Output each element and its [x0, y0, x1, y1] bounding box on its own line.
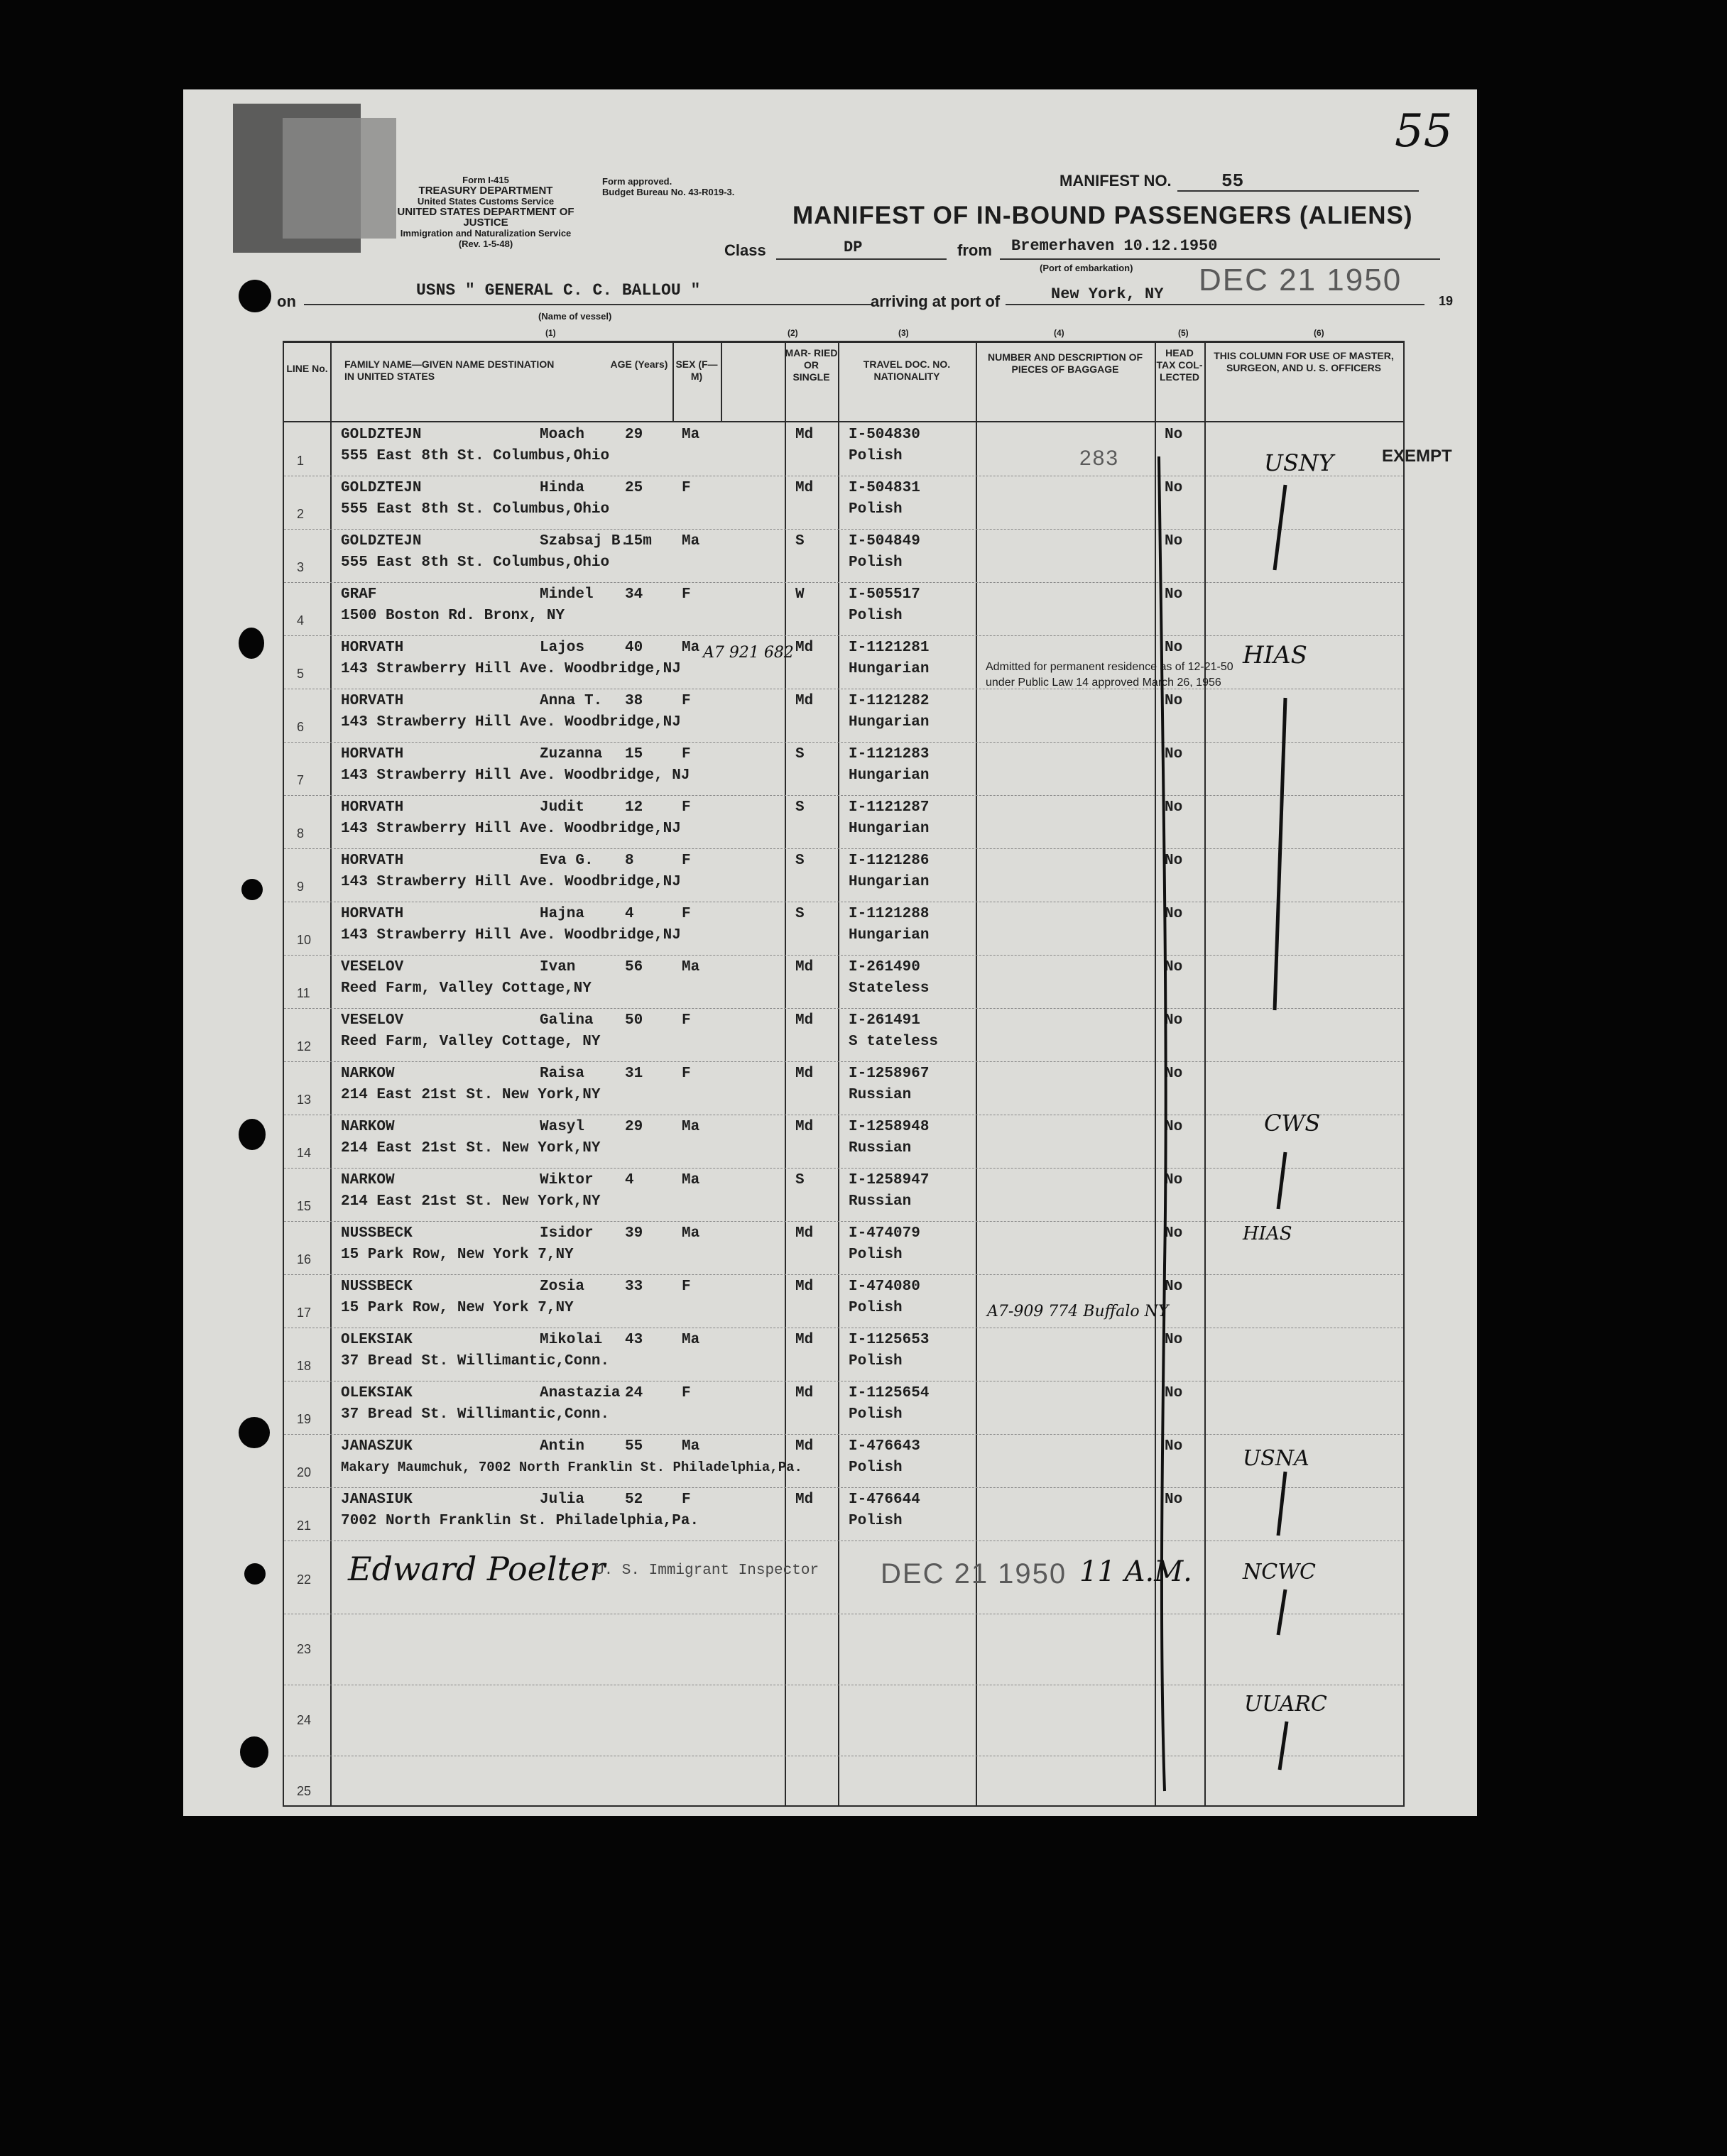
head-tax-collected: No [1165, 640, 1183, 656]
nationality: Polish [849, 501, 903, 518]
officer-note-hias2: HIAS [1243, 1223, 1292, 1244]
ditto-mark [1280, 1722, 1287, 1770]
nationality: Polish [849, 1513, 903, 1529]
destination: 555 East 8th St. Columbus,Ohio [341, 448, 610, 464]
given-name: Eva G. [540, 853, 594, 869]
head-tax-collected: No [1165, 1492, 1183, 1508]
officer-note-cws: CWS [1264, 1110, 1321, 1137]
inspector-title: U. S. Immigrant Inspector [595, 1563, 819, 1579]
travel-document-number: I-1125653 [849, 1332, 930, 1348]
vessel-name: USNS " GENERAL C. C. BALLOU " [416, 281, 701, 300]
head-tax-collected: No [1165, 1438, 1183, 1455]
arrival-date-stamp: DEC 21 1950 [1199, 263, 1402, 297]
head-tax-collected: No [1165, 799, 1183, 816]
family-name: HORVATH [341, 640, 404, 656]
sex: Ma [682, 533, 700, 549]
service-label: Immigration and Naturalization Service [400, 228, 572, 239]
nationality: Russian [849, 1140, 912, 1156]
family-name: GOLDZTEJN [341, 533, 422, 549]
given-name: Zuzanna [540, 746, 603, 762]
line-number: 10 [297, 933, 312, 947]
line-number: 1 [297, 454, 305, 468]
line-number-23: 23 [297, 1642, 312, 1656]
age: 15m [625, 533, 652, 549]
line-number: 3 [297, 560, 305, 574]
travel-document-number: I-474080 [849, 1279, 920, 1295]
binder-hole [239, 1119, 266, 1150]
destination: 37 Bread St. Willimantic,Conn. [341, 1406, 610, 1423]
col-header-travel: TRAVEL DOC. NO. NATIONALITY [863, 359, 951, 382]
sex: F [682, 799, 691, 816]
destination: 143 Strawberry Hill Ave. Woodbridge, NJ [341, 767, 690, 784]
line-number: 4 [297, 613, 305, 628]
travel-document-number: I-474079 [849, 1225, 920, 1242]
family-name: HORVATH [341, 906, 404, 922]
arriving-underline [1006, 304, 1424, 305]
destination: 555 East 8th St. Columbus,Ohio [341, 501, 610, 518]
given-name: Wasyl [540, 1119, 585, 1135]
nationality: Polish [849, 1460, 903, 1476]
col-header-baggage: NUMBER AND DESCRIPTION OF PIECES OF BAGGAGE [987, 351, 1143, 375]
head-tax-collected: No [1165, 1172, 1183, 1188]
officer-note-usny: USNY [1264, 449, 1334, 476]
given-name: Galina [540, 1012, 594, 1029]
ditto-mark [1275, 485, 1285, 570]
marital-status: S [795, 1172, 805, 1188]
marital-status: Md [795, 1438, 814, 1455]
binder-hole [239, 280, 271, 312]
travel-document-number: I-1121281 [849, 640, 930, 656]
family-name: VESELOV [341, 1012, 404, 1029]
age: 29 [625, 427, 643, 443]
from-value: Bremerhaven 10.12.1950 [1011, 237, 1218, 255]
sex: F [682, 693, 691, 709]
marital-status: Md [795, 1492, 814, 1508]
nationality: Polish [849, 554, 903, 571]
given-name: Isidor [540, 1225, 594, 1242]
marital-status: S [795, 746, 805, 762]
col-number-3: (3) [898, 328, 909, 338]
family-name: VESELOV [341, 959, 404, 975]
head-tax-collected: No [1165, 1012, 1183, 1029]
marital-status: Md [795, 1385, 814, 1401]
head-tax-collected: No [1165, 533, 1183, 549]
nationality: Russian [849, 1087, 912, 1103]
ditto-mark [1278, 1152, 1285, 1209]
col-number-2: (2) [788, 328, 798, 338]
line-number: 18 [297, 1359, 312, 1373]
given-name: Mikolai [540, 1332, 603, 1348]
exempt-label: EXEMPT [1382, 447, 1452, 466]
marital-status: S [795, 853, 805, 869]
travel-document-number: I-1258948 [849, 1119, 930, 1135]
customs-label: United States Customs Service [417, 196, 555, 207]
line-number: 9 [297, 880, 305, 894]
marital-status: Md [795, 640, 814, 656]
travel-document-number: I-1121287 [849, 799, 930, 816]
line-number: 6 [297, 720, 305, 734]
budget-bureau: Budget Bureau No. 43-R019-3. [602, 187, 735, 197]
marital-status: S [795, 799, 805, 816]
binder-hole [239, 628, 264, 659]
travel-document-number: I-504849 [849, 533, 920, 549]
age: 52 [625, 1492, 643, 1508]
marital-status: Md [795, 1279, 814, 1295]
destination: 143 Strawberry Hill Ave. Woodbridge,NJ [341, 874, 681, 890]
age: 4 [625, 906, 634, 922]
family-name: GOLDZTEJN [341, 480, 422, 496]
sex: F [682, 1012, 691, 1029]
head-tax-collected: No [1165, 959, 1183, 975]
binder-hole [239, 1417, 270, 1448]
nationality: Hungarian [849, 714, 930, 730]
tape-patch [283, 118, 396, 239]
family-name: OLEKSIAK [341, 1332, 413, 1348]
line-number: 16 [297, 1252, 312, 1266]
manifest-no-value: 55 [1221, 170, 1244, 192]
port-embark-label: (Port of embarkation) [1040, 263, 1133, 273]
col-header-officers: THIS COLUMN FOR USE OF MASTER, SURGEON, AND U. S. OFFICERS [1214, 350, 1394, 373]
sex: Ma [682, 959, 700, 975]
destination: 214 East 21st St. New York,NY [341, 1087, 601, 1103]
manifest-no-label: MANIFEST NO. [1059, 172, 1172, 190]
given-name: Zosia [540, 1279, 585, 1295]
revision-label: (Rev. 1-5-48) [458, 239, 513, 249]
destination: 37 Bread St. Willimantic,Conn. [341, 1353, 610, 1369]
line-number: 2 [297, 507, 305, 521]
nationality: Polish [849, 1300, 903, 1316]
admitted-note-line1: Admitted for permanent residence as of 12-21-50 [986, 661, 1233, 673]
head-tax-collected: No [1165, 853, 1183, 869]
class-label: Class [724, 241, 766, 259]
class-value: DP [844, 239, 863, 256]
col-number-1: (1) [545, 328, 556, 338]
travel-document-number: I-1121282 [849, 693, 930, 709]
marital-status: Md [795, 1225, 814, 1242]
destination: 15 Park Row, New York 7,NY [341, 1247, 574, 1263]
given-name: Wiktor [540, 1172, 594, 1188]
sex: Ma [682, 1225, 700, 1242]
travel-document-number: I-476644 [849, 1492, 920, 1508]
given-name: Judit [540, 799, 585, 816]
family-name: OLEKSIAK [341, 1385, 413, 1401]
from-underline [1000, 258, 1440, 260]
head-tax-collected: No [1165, 746, 1183, 762]
binder-hole [240, 1736, 268, 1768]
given-name: Anastazia [540, 1385, 621, 1401]
marital-status: Md [795, 1066, 814, 1082]
age: 15 [625, 746, 643, 762]
sex: F [682, 1279, 691, 1295]
on-label: on [277, 292, 296, 310]
head-tax-collected: No [1165, 1332, 1183, 1348]
nationality: Stateless [849, 980, 930, 997]
head-tax-collected: No [1165, 1225, 1183, 1242]
travel-document-number: I-504830 [849, 427, 920, 443]
line-number-25: 25 [297, 1784, 312, 1798]
class-underline [776, 258, 947, 260]
marital-status: Md [795, 959, 814, 975]
col-header-married: MAR- RIED OR SINGLE [785, 347, 838, 383]
destination: Reed Farm, Valley Cottage, NY [341, 1034, 601, 1050]
sex: F [682, 480, 691, 496]
ditto-mark [1275, 698, 1285, 1010]
family-name: GRAF [341, 586, 377, 603]
family-name: NARKOW [341, 1119, 395, 1135]
line-number: 19 [297, 1412, 312, 1426]
given-name: Mindel [540, 586, 594, 603]
head-tax-collected: No [1165, 1385, 1183, 1401]
age: 31 [625, 1066, 643, 1082]
col-number-6: (6) [1314, 328, 1324, 338]
given-name: Moach [540, 427, 585, 443]
nationality: Hungarian [849, 821, 930, 837]
age: 8 [625, 853, 634, 869]
nationality: Polish [849, 1247, 903, 1263]
head-tax-collected: No [1165, 480, 1183, 496]
destination: Makary Maumchuk, 7002 North Franklin St. Philadelphia,Pa. [341, 1460, 802, 1475]
line-number: 13 [297, 1093, 312, 1107]
line-number: 17 [297, 1306, 312, 1320]
officer-note-hias: HIAS [1243, 641, 1307, 669]
line-number-24: 24 [297, 1713, 312, 1727]
officer-note-usna: USNA [1243, 1446, 1309, 1471]
inspection-time: 11 A.M. [1079, 1555, 1192, 1588]
family-name: NUSSBECK [341, 1279, 413, 1295]
nationality: S tateless [849, 1034, 939, 1050]
vessel-underline [304, 304, 872, 305]
travel-document-number: I-261491 [849, 1012, 920, 1029]
travel-document-number: I-476643 [849, 1438, 920, 1455]
destination: 143 Strawberry Hill Ave. Woodbridge,NJ [341, 821, 681, 837]
inspector-signature: Edward Poelter [348, 1550, 606, 1588]
marital-status: W [795, 586, 805, 603]
marital-status: Md [795, 427, 814, 443]
destination: 555 East 8th St. Columbus,Ohio [341, 554, 610, 571]
travel-document-number: I-261490 [849, 959, 920, 975]
nationality: Polish [849, 1353, 903, 1369]
family-name: HORVATH [341, 746, 404, 762]
travel-document-number: I-1121283 [849, 746, 930, 762]
age: 12 [625, 799, 643, 816]
nationality: Hungarian [849, 874, 930, 890]
binder-hole [241, 879, 263, 900]
col-number-4: (4) [1054, 328, 1064, 338]
travel-document-number: I-1121286 [849, 853, 930, 869]
sex: Ma [682, 1332, 700, 1348]
page-number-handwritten: 55 [1395, 105, 1453, 158]
sex: F [682, 1066, 691, 1082]
age: 38 [625, 693, 643, 709]
line-number: 20 [297, 1465, 312, 1479]
given-name: Lajos [540, 640, 585, 656]
given-name: Raisa [540, 1066, 585, 1082]
given-name: Hinda [540, 480, 585, 496]
arriving-label: arriving at port of [871, 292, 1001, 310]
col-header-name: FAMILY NAME—GIVEN NAME DESTINATION IN UNITED STATES [344, 359, 555, 382]
arriving-port: New York, NY [1051, 285, 1164, 303]
age: 43 [625, 1332, 643, 1348]
line-number: 14 [297, 1146, 312, 1160]
given-name: Szabsaj B. [540, 533, 630, 549]
alien-number-row14: A7-909 774 Buffalo NY [987, 1303, 1169, 1320]
manifest-table [283, 341, 1452, 1807]
given-name: Hajna [540, 906, 585, 922]
line-number: 8 [297, 826, 305, 841]
officer-note-ncwc: NCWC [1243, 1560, 1316, 1585]
sex: F [682, 746, 691, 762]
head-tax-collected: No [1165, 1066, 1183, 1082]
destination: 1500 Boston Rd. Bronx, NY [341, 608, 565, 624]
line-number: 11 [297, 986, 310, 1000]
line-number: 15 [297, 1199, 312, 1213]
manifest-page [183, 89, 1477, 1816]
family-name: GOLDZTEJN [341, 427, 422, 443]
line-number: 12 [297, 1039, 312, 1054]
sex: Ma [682, 1172, 700, 1188]
family-name: NARKOW [341, 1172, 395, 1188]
department-label: UNITED STATES DEPARTMENT OF JUSTICE [397, 206, 574, 229]
budget-info [602, 176, 787, 197]
given-name: Ivan [540, 959, 576, 975]
destination: 214 East 21st St. New York,NY [341, 1140, 601, 1156]
binder-hole [244, 1563, 266, 1585]
marital-status: Md [795, 1119, 814, 1135]
given-name: Antin [540, 1438, 585, 1455]
sex: F [682, 853, 691, 869]
head-tax-collected: No [1165, 1119, 1183, 1135]
sex: Ma [682, 640, 700, 656]
family-name: JANASZUK [341, 1438, 413, 1455]
treasury-label: TREASURY DEPARTMENT [418, 185, 553, 197]
manifest-title: MANIFEST OF IN-BOUND PASSENGERS (ALIENS) [792, 202, 1413, 229]
col-header-age: AGE (Years) [610, 359, 668, 370]
travel-document-number: I-1121288 [849, 906, 930, 922]
age: 33 [625, 1279, 643, 1295]
marital-status: Md [795, 693, 814, 709]
col-number-5: (5) [1178, 328, 1189, 338]
age: 4 [625, 1172, 634, 1188]
sex: F [682, 1492, 691, 1508]
travel-document-number: I-504831 [849, 480, 920, 496]
marital-status: Md [795, 480, 814, 496]
travel-document-number: I-1258947 [849, 1172, 930, 1188]
travel-document-number: I-1125654 [849, 1385, 930, 1401]
head-tax-collected: No [1165, 906, 1183, 922]
ditto-mark [1278, 1472, 1285, 1536]
marital-status: S [795, 906, 805, 922]
sex: Ma [682, 427, 700, 443]
admitted-note-line2: under Public Law 14 approved March 26, 1956 [986, 677, 1221, 689]
age: 40 [625, 640, 643, 656]
destination: 143 Strawberry Hill Ave. Woodbridge,NJ [341, 661, 681, 677]
marital-status: S [795, 533, 805, 549]
destination: 15 Park Row, New York 7,NY [341, 1300, 574, 1316]
age: 56 [625, 959, 643, 975]
col-header-headtax: HEAD TAX COL- LECTED [1156, 347, 1203, 383]
inspection-date-stamp: DEC 21 1950 [881, 1558, 1067, 1589]
age: 24 [625, 1385, 643, 1401]
form-approved: Form approved. [602, 176, 672, 187]
marital-status: Md [795, 1332, 814, 1348]
destination: Reed Farm, Valley Cottage,NY [341, 980, 592, 997]
col-header-line: LINE No. [286, 363, 328, 374]
manifest-no-underline [1177, 190, 1419, 192]
col-header-sex: SEX (F—M) [675, 359, 718, 382]
sex: Ma [682, 1438, 700, 1455]
nationality: Hungarian [849, 927, 930, 943]
nationality: Polish [849, 448, 903, 464]
ditto-mark [1278, 1589, 1285, 1635]
form-info [393, 175, 578, 249]
given-name: Julia [540, 1492, 585, 1508]
sex: F [682, 906, 691, 922]
nationality: Polish [849, 1406, 903, 1423]
destination: 143 Strawberry Hill Ave. Woodbridge,NJ [341, 714, 681, 730]
family-name: HORVATH [341, 853, 404, 869]
line-number: 21 [297, 1518, 312, 1533]
given-name: Anna T. [540, 693, 603, 709]
nationality: Polish [849, 608, 903, 624]
line-number: 7 [297, 773, 305, 787]
head-tax-collected: No [1165, 586, 1183, 603]
nationality: Hungarian [849, 661, 930, 677]
alien-number-row5: A7 921 682 [703, 644, 794, 662]
family-name: NUSSBECK [341, 1225, 413, 1242]
destination: 7002 North Franklin St. Philadelphia,Pa. [341, 1513, 699, 1529]
head-tax-collected: No [1165, 1279, 1183, 1295]
sex: F [682, 1385, 691, 1401]
travel-document-number: I-1258967 [849, 1066, 930, 1082]
sex: F [682, 586, 691, 603]
head-tax-collected: No [1165, 427, 1183, 443]
age: 29 [625, 1119, 643, 1135]
age: 34 [625, 586, 643, 603]
line-number-22: 22 [297, 1572, 312, 1587]
family-name: NARKOW [341, 1066, 395, 1082]
age: 25 [625, 480, 643, 496]
age: 50 [625, 1012, 643, 1029]
head-tax-collected: No [1165, 693, 1183, 709]
travel-document-number: I-505517 [849, 586, 920, 603]
year-label: 19 [1439, 294, 1454, 308]
line-number: 5 [297, 667, 305, 681]
age: 39 [625, 1225, 643, 1242]
baggage-count: 283 [1079, 447, 1120, 470]
marital-status: Md [795, 1012, 814, 1029]
family-name: HORVATH [341, 693, 404, 709]
vessel-label: (Name of vessel) [538, 311, 612, 322]
age: 55 [625, 1438, 643, 1455]
from-label: from [957, 241, 992, 259]
destination: 214 East 21st St. New York,NY [341, 1193, 601, 1210]
officer-note-uuarc: UUARC [1244, 1692, 1327, 1717]
family-name: JANASIUK [341, 1492, 413, 1508]
nationality: Hungarian [849, 767, 930, 784]
ink-annotations [284, 343, 1403, 1805]
form-number: Form I-415 [462, 175, 509, 185]
nationality: Russian [849, 1193, 912, 1210]
sex: Ma [682, 1119, 700, 1135]
headtax-tick-line [1159, 456, 1166, 1791]
destination: 143 Strawberry Hill Ave. Woodbridge,NJ [341, 927, 681, 943]
family-name: HORVATH [341, 799, 404, 816]
